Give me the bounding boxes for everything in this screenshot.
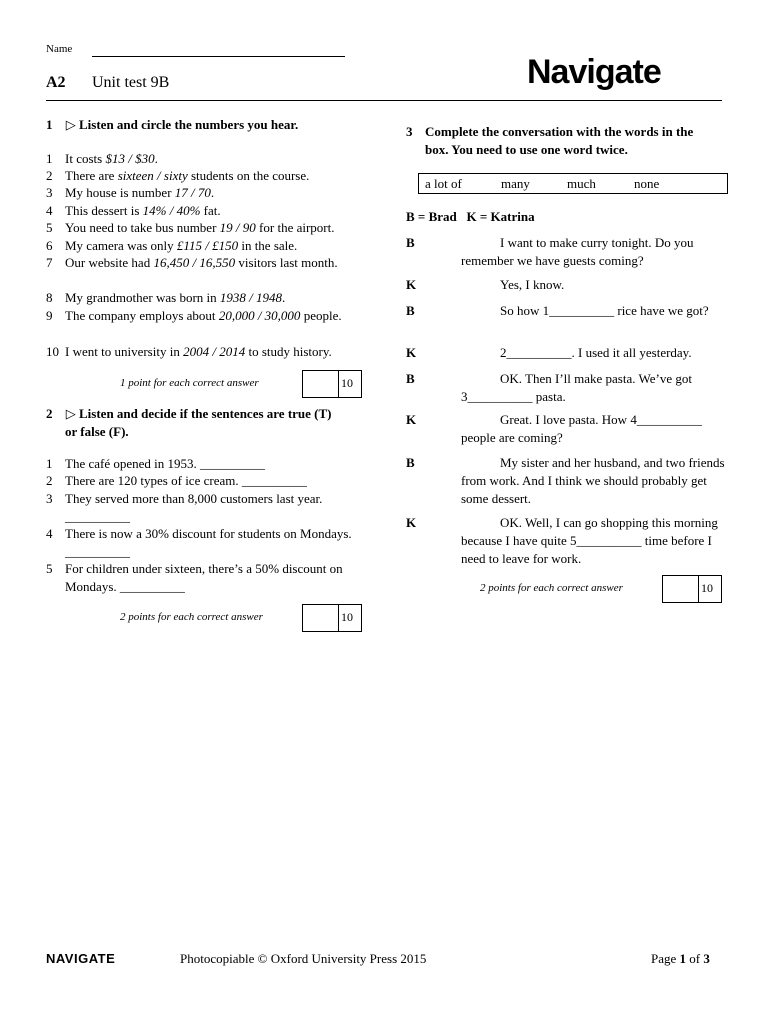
section3-score-box[interactable] — [662, 575, 722, 603]
page-current: 1 — [679, 951, 687, 966]
item-text-segment: . — [154, 151, 158, 166]
conversation-text: OK. Then I’ll make pasta. We’ve got 3__________ pasta. — [461, 371, 692, 404]
section2-instruction-line1: Listen and decide if the sentences are true (T) — [79, 406, 332, 421]
item-text-segment: This dessert is — [65, 203, 143, 218]
item-text — [65, 289, 365, 307]
test-title: Unit test 9B — [92, 74, 170, 91]
word-box-item: none — [634, 176, 660, 191]
conversation-text: Great. I love pasta. How 4__________ people are coming? — [461, 412, 702, 445]
word-box-item: many — [501, 176, 530, 191]
item-number: 4 — [46, 203, 53, 218]
header-rule — [46, 100, 722, 101]
answer-choices[interactable]: 19 / 90 — [219, 220, 256, 235]
section1-score — [46, 370, 362, 398]
item-number: 3 — [46, 491, 53, 506]
item-text — [65, 254, 365, 272]
item-text-segment: There are — [65, 168, 118, 183]
section1-number: 1 — [46, 117, 53, 132]
item-text-segment: visitors last month. — [235, 255, 338, 270]
item-text-segment: The company employs about — [65, 308, 219, 323]
item-number: 2 — [46, 473, 53, 488]
section2-score-text: 2 points for each correct answer — [120, 611, 263, 623]
item-text-segment: . — [210, 185, 215, 200]
footer-brand: NAVIGATE — [46, 951, 116, 966]
item-text-segment: My house is number — [65, 185, 175, 200]
section2-instruction-line2: or false (F). — [65, 424, 129, 439]
conversation-text: My sister and her husband, and two friends from work. And I think we should probably get some dessert. — [461, 455, 725, 506]
level-label: A2 — [46, 74, 66, 91]
item-text-segment: Our website had — [65, 255, 154, 270]
section3-number: 3 — [406, 124, 413, 139]
item-number: 7 — [46, 255, 53, 270]
item-text: For children under sixteen, there’s a 50% discount on Mondays. __________ — [65, 561, 343, 594]
item-number: 10 — [46, 344, 59, 359]
item-number: 4 — [46, 526, 53, 541]
item-number: 5 — [46, 220, 53, 235]
answer-choices[interactable]: $13 / $30 — [105, 151, 155, 166]
item-text-segment: fat. — [200, 203, 221, 218]
answer-choices[interactable]: 17 / 70 — [174, 185, 211, 200]
item-text-segment: My grandmother was born in — [65, 290, 220, 305]
word-box — [418, 173, 728, 194]
item-text — [65, 202, 365, 220]
section1-score-box[interactable] — [302, 370, 362, 398]
answer-choices[interactable]: 16,450 / 16,550 — [153, 255, 236, 270]
answer-choices[interactable]: 20,000 / 30,000 — [218, 308, 301, 323]
section1-heading — [46, 117, 376, 133]
name-field[interactable] — [92, 42, 345, 57]
section2-number: 2 — [46, 406, 53, 421]
item-text — [65, 237, 365, 255]
item-text — [65, 343, 365, 361]
speaker-label: B — [406, 235, 415, 250]
speaker-label: K — [406, 412, 417, 427]
item-text: There is now a 30% discount for students on Mondays. __________ — [65, 526, 352, 559]
item-text-segment: for the airport. — [255, 220, 335, 235]
item-number: 2 — [46, 168, 53, 183]
answer-choices[interactable]: 2004 / 2014 — [183, 344, 246, 359]
item-text-segment: . — [282, 290, 286, 305]
item-text: There are 120 types of ice cream. __________ — [65, 473, 307, 488]
item-number: 9 — [46, 308, 53, 323]
answer-choices[interactable]: 1938 / 1948 — [219, 290, 283, 305]
word-box-item: a lot of — [425, 176, 462, 191]
conversation-text: So how 1__________ rice have we got? — [500, 303, 709, 318]
item-number: 5 — [46, 561, 53, 576]
play-triangle-icon: ▷ — [65, 117, 76, 132]
answer-choices[interactable]: sixteen / sixty — [117, 168, 188, 183]
conversation-text: 2__________. I used it all yesterday. — [500, 345, 692, 360]
section3-instruction-line1: Complete the conversation with the words in the — [425, 124, 694, 139]
speaker-label: B — [406, 455, 415, 470]
section2-score-max: 10 — [341, 610, 353, 624]
section1-score-text: 1 point for each correct answer — [120, 377, 259, 389]
answer-choices[interactable]: £115 / £150 — [176, 238, 239, 253]
section3-score-max: 10 — [701, 581, 713, 595]
item-text-segment: My camera was only — [65, 238, 177, 253]
speaker-key: B = Brad K = Katrina — [406, 209, 535, 224]
speaker-label: B — [406, 371, 415, 386]
section1-score-max: 10 — [341, 376, 353, 390]
item-text-segment: It costs — [65, 151, 106, 166]
page-prefix: Page — [651, 951, 680, 966]
item-text — [65, 184, 365, 202]
speaker-label: B — [406, 303, 415, 318]
item-text — [65, 307, 365, 325]
conversation-text: Yes, I know. — [500, 277, 565, 292]
speaker-label: K — [406, 345, 417, 360]
item-text-segment: students on the course. — [187, 168, 310, 183]
footer-copyright: Photocopiable © Oxford University Press 2015 — [180, 951, 427, 966]
section2-heading — [46, 405, 376, 441]
item-text-segment: You need to take bus number — [65, 220, 220, 235]
item-number: 8 — [46, 290, 53, 305]
page-of: of — [686, 951, 704, 966]
item-number: 1 — [46, 456, 53, 471]
name-label: Name — [46, 43, 73, 55]
answer-choices[interactable]: 14% / 40% — [142, 203, 201, 218]
speaker-label: K — [406, 515, 417, 530]
section3-score-text: 2 points for each correct answer — [480, 582, 623, 594]
page-total: 3 — [703, 951, 710, 966]
word-box-item: much — [567, 176, 596, 191]
page-number — [651, 951, 710, 967]
item-number: 6 — [46, 238, 53, 253]
item-text: They served more than 8,000 customers last year. — [65, 491, 323, 506]
item-text-segment: to study history. — [245, 344, 332, 359]
conversation-text: OK. Well, I can go shopping this morning because I have quite 5__________ time before I need to leave for work. — [461, 515, 718, 566]
section2-score — [46, 604, 362, 632]
item-text-segment: people. — [300, 308, 342, 323]
brand-logo: Navigate — [527, 53, 661, 91]
item-number: 1 — [46, 151, 53, 166]
item-text-segment: I went to university in — [65, 344, 184, 359]
item-text — [65, 150, 365, 168]
section3-heading — [406, 123, 726, 159]
item-text — [65, 219, 365, 237]
section2-score-box[interactable] — [302, 604, 362, 632]
item-text: __________ — [65, 509, 130, 524]
play-triangle-icon: ▷ — [65, 406, 76, 421]
item-text — [65, 167, 365, 185]
speaker-label: K — [406, 277, 417, 292]
section3-instruction-line2: box. You need to use one word twice. — [425, 142, 628, 157]
section3-score — [406, 575, 726, 603]
item-text: The café opened in 1953. __________ — [65, 456, 266, 471]
section1-instruction: Listen and circle the numbers you hear. — [79, 117, 299, 132]
item-text-segment: in the sale. — [238, 238, 298, 253]
conversation-text: I want to make curry tonight. Do you remember we have guests coming? — [461, 235, 694, 268]
item-number: 3 — [46, 185, 53, 200]
